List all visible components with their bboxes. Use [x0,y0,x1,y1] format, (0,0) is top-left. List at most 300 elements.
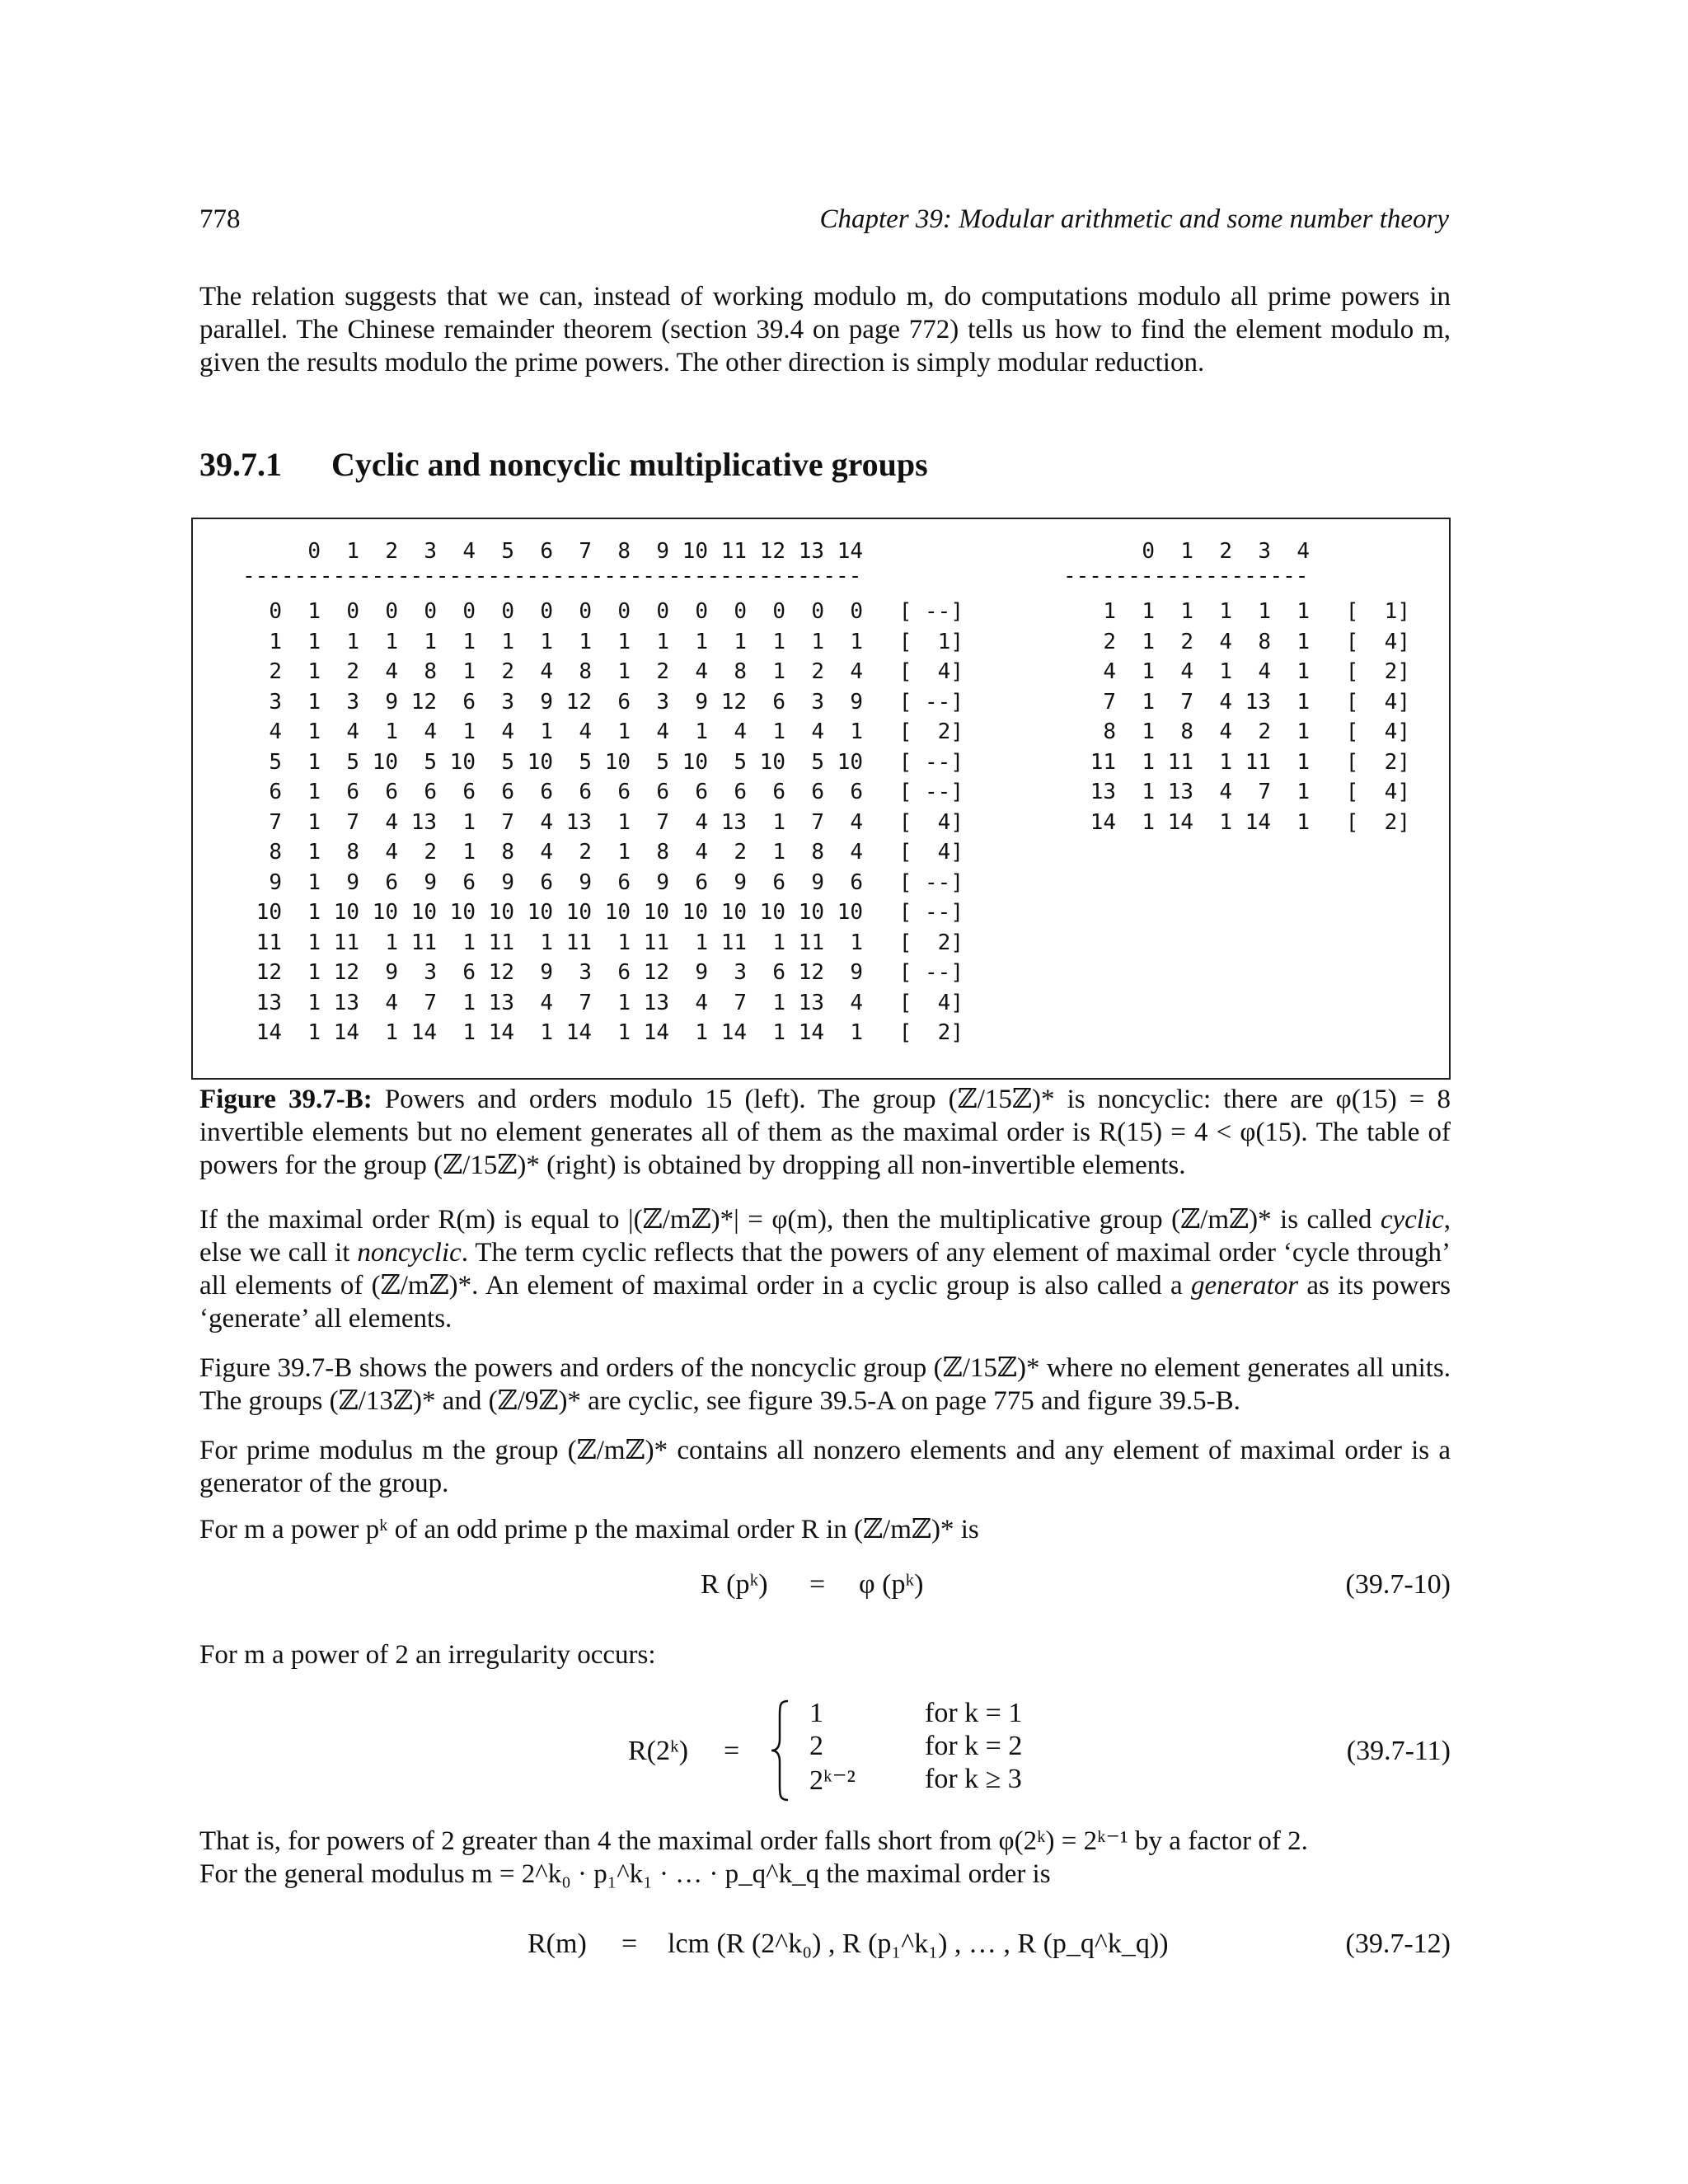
power-cell: 1 [385,1020,398,1046]
power-cell: 0 [734,599,747,625]
eq11-case-value: 2ᵏ⁻² [809,1765,856,1796]
power-cell: 10 [759,749,785,775]
power-cell: 8 [1180,719,1193,745]
power-cell: 10 [449,749,476,775]
order-cell: [ 4] [898,659,964,685]
order-header [1310,539,1410,564]
power-cell: 9 [850,960,863,986]
power-cell: 1 [462,840,476,865]
order-cell: [ 2] [898,930,964,955]
power-cell: 6 [346,780,359,805]
power-cell: 1 [850,719,863,745]
power-cell: 9 [850,689,863,715]
row-element-label: 9 [269,869,282,895]
power-cell: 1 [1142,719,1155,745]
order-cell: [ 4] [1345,629,1410,654]
eq12-number: (39.7-12) [1345,1929,1451,1959]
power-cell: 1 [1142,780,1155,805]
power-cell: 1 [772,1020,785,1046]
order-cell: [ 2] [1345,659,1410,685]
power-cell: 1 [307,659,321,685]
power-cell: 10 [604,749,631,775]
table-row [232,837,964,868]
power-cell: 4 [695,659,708,685]
power-cell: 9 [501,869,514,895]
row-label-header [1050,539,1116,564]
power-cell: 0 [424,599,437,625]
power-cell: 1 [656,629,669,654]
power-cell: 12 [720,689,747,715]
term-generator: generator [1190,1271,1299,1301]
power-cell: 1 [307,809,321,835]
power-cell: 4 [540,990,553,1015]
power-cell: 0 [462,599,476,625]
power-cell: 6 [772,960,785,986]
power-cell: 12 [798,960,824,986]
power-cell: 1 [1296,599,1310,625]
power-cell: 8 [656,840,669,865]
table-row [232,748,964,778]
power-cell: 1 [501,629,514,654]
power-cell: 6 [617,960,631,986]
power-cell: 1 [1219,809,1232,835]
power-cell: 1 [617,659,631,685]
exponent-header: 8 [617,539,631,564]
power-cell: 1 [772,659,785,685]
running-head: Chapter 39: Modular arithmetic and some number theory [819,204,1449,234]
power-cell: 8 [501,840,514,865]
power-cell: 4 [1219,689,1232,715]
power-cell: 10 [565,900,592,926]
eq12-rhs: lcm (R (2^k₀) , R (p₁^k₁) , … , R (p_q^k_q)) [668,1929,1169,1959]
table-row [232,687,964,718]
power-cell: 14 [565,1020,592,1046]
table-row [1050,717,1410,748]
power-cell: 1 [540,629,553,654]
power-cell: 6 [617,689,631,715]
power-cell: 1 [1296,749,1310,775]
power-cell: 0 [656,599,669,625]
order-cell: [ 4] [898,809,964,835]
separator-row [232,564,964,597]
power-cell: 1 [1142,659,1155,685]
power-cell: 1 [307,689,321,715]
term-cyclic: cyclic [1380,1205,1444,1235]
power-cell: 8 [579,659,592,685]
power-cell: 1 [1296,809,1310,835]
row-element-label: 11 [1090,749,1116,775]
power-cell: 0 [811,599,824,625]
power-cell: 1 [1219,599,1232,625]
power-cell: 2 [501,659,514,685]
power-cell: 10 [643,900,669,926]
power-cell: 9 [540,960,553,986]
power-cell: 4 [385,659,398,685]
power-cell: 2 [656,659,669,685]
section-title: Cyclic and noncyclic multiplicative groups [331,446,928,483]
power-cell: 4 [1180,659,1193,685]
power-cell: 1 [346,629,359,654]
power-cell: 0 [579,599,592,625]
power-cell: 6 [656,780,669,805]
text-run: , else we call it [199,1205,1451,1268]
power-cell: 14 [798,1020,824,1046]
row-element-label: 2 [1103,629,1116,654]
power-cell: 11 [643,930,669,955]
power-cell: 7 [346,809,359,835]
power-cell: 1 [307,960,321,986]
power-cell: 1 [462,629,476,654]
power-cell: 1 [307,1020,321,1046]
exponent-header: 10 [682,539,708,564]
power-cell: 4 [850,990,863,1015]
power-cell: 14 [643,1020,669,1046]
power-cell: 7 [1180,689,1193,715]
power-cell: 2 [1258,719,1271,745]
power-cell: 6 [617,869,631,895]
paragraph-cyclic [199,1203,1451,1335]
order-cell: [ --] [898,780,964,805]
power-cell: 1 [307,869,321,895]
section-heading [199,445,928,484]
power-cell: 1 [385,629,398,654]
power-cell: 10 [837,749,863,775]
power-cell: 6 [850,780,863,805]
power-cell: 1 [540,1020,553,1046]
power-cell: 10 [759,900,785,926]
power-cell: 10 [372,900,398,926]
table-row [232,1018,964,1048]
table-row [1050,687,1410,718]
power-cell: 13 [565,809,592,835]
eq10-rhs: φ (pᵏ) [859,1569,924,1600]
power-cell: 4 [1258,659,1271,685]
power-cell: 6 [462,960,476,986]
order-cell: [ 4] [1345,719,1410,745]
power-cell: 6 [695,780,708,805]
power-cell: 1 [462,809,476,835]
power-cell: 3 [656,689,669,715]
power-cell: 0 [501,599,514,625]
power-cell: 1 [462,930,476,955]
power-cell: 1 [617,840,631,865]
left-brace-icon [768,1699,793,1802]
order-cell: [ 2] [1345,749,1410,775]
order-cell: [ 2] [898,1020,964,1046]
power-cell: 3 [501,689,514,715]
power-cell: 1 [772,990,785,1015]
power-cell: 1 [1296,659,1310,685]
exponent-header: 14 [837,539,863,564]
power-cell: 6 [462,780,476,805]
power-cell: 13 [488,990,514,1015]
exponent-header: 2 [385,539,398,564]
order-cell: [ 1] [898,629,964,654]
power-cell: 10 [488,900,514,926]
row-label-header [232,539,282,564]
power-cell: 9 [695,689,708,715]
power-cell: 2 [346,659,359,685]
power-cell: 4 [656,719,669,745]
exponent-header: 12 [759,539,785,564]
eq12-rel: = [621,1929,638,1959]
power-cell: 13 [720,809,747,835]
power-cell: 6 [462,869,476,895]
row-element-label: 4 [269,719,282,745]
power-cell: 3 [346,689,359,715]
power-cell: 1 [695,629,708,654]
header-row [1050,539,1410,564]
power-cell: 4 [1219,780,1232,805]
power-cell: 3 [579,960,592,986]
paragraph-prime: For prime modulus m the group (ℤ/mℤ)* contains all nonzero elements and any element of maximal order is a generator of the group. [199,1436,1451,1498]
row-element-label: 1 [269,629,282,654]
power-cell: 7 [656,809,669,835]
figure-caption-label: Figure 39.7-B: [199,1085,373,1114]
paragraph-odd-prime: For m a power pᵏ of an odd prime p the maximal order R in (ℤ/mℤ)* is [199,1515,979,1544]
table-row [232,988,964,1019]
order-cell: [ 2] [1345,809,1410,835]
power-cell: 4 [424,719,437,745]
power-cell: 6 [385,869,398,895]
power-cell: 11 [333,930,359,955]
power-cell: 1 [1142,689,1155,715]
row-element-label: 10 [256,900,282,926]
exponent-header: 2 [1219,539,1232,564]
power-cell: 1 [1296,689,1310,715]
table-row [232,808,964,838]
figure-box [191,518,1451,1080]
power-cell: 11 [565,930,592,955]
power-cell: 6 [540,780,553,805]
power-cell: 1 [307,990,321,1015]
power-cell: 1 [1142,599,1155,625]
row-element-label: 11 [256,930,282,955]
power-cell: 6 [772,780,785,805]
row-element-label: 5 [269,749,282,775]
row-element-label: 7 [1103,689,1116,715]
power-cell: 8 [1258,629,1271,654]
table-row [232,717,964,748]
power-cell: 9 [346,869,359,895]
order-cell: [ --] [898,749,964,775]
power-cell: 13 [1245,689,1271,715]
power-cell: 2 [579,840,592,865]
power-cell: 6 [424,780,437,805]
table-row [1050,627,1410,658]
exponent-header: 13 [798,539,824,564]
power-cell: 13 [643,990,669,1015]
power-cell: 14 [410,1020,437,1046]
power-cell: 6 [501,780,514,805]
power-cell: 3 [734,960,747,986]
power-cell: 5 [501,749,514,775]
power-cell: 11 [1167,749,1193,775]
power-cell: 10 [333,900,359,926]
power-cell: 4 [850,809,863,835]
power-cell: 1 [424,629,437,654]
power-cell: 1 [307,629,321,654]
power-cell: 10 [449,900,476,926]
row-element-label: 6 [269,780,282,805]
power-cell: 1 [695,719,708,745]
exponent-header: 0 [307,539,321,564]
power-cell: 12 [643,960,669,986]
power-cell: 1 [1219,659,1232,685]
power-cell: 3 [811,689,824,715]
power-cell: 3 [424,960,437,986]
power-cell: 7 [734,990,747,1015]
power-cell: 1 [772,629,785,654]
exponent-header: 6 [540,539,553,564]
power-cell: 10 [798,900,824,926]
exponent-header: 5 [501,539,514,564]
power-cell: 5 [424,749,437,775]
power-cell: 0 [385,599,398,625]
order-cell: [ --] [898,689,964,715]
power-cell: 14 [1167,809,1193,835]
power-cell: 1 [307,930,321,955]
power-cell: 1 [462,659,476,685]
power-cell: 1 [385,719,398,745]
power-cell: 6 [734,780,747,805]
order-cell: [ 2] [898,719,964,745]
power-cell: 1 [1219,749,1232,775]
order-cell: [ 4] [1345,689,1410,715]
power-cell: 4 [811,719,824,745]
power-cell: 5 [346,749,359,775]
power-cell: 1 [1296,780,1310,805]
table-row [1050,657,1410,687]
power-cell: 10 [527,749,553,775]
power-cell: 2 [424,840,437,865]
exponent-header: 4 [1296,539,1310,564]
text-run: . The term cyclic reflects that the powers of any element of maximal order ‘cycle through’ all elements of (ℤ/mℤ)*. An element of maximal order in a cyclic group is also called a [199,1238,1451,1301]
power-cell: 5 [811,749,824,775]
power-cell: 6 [772,689,785,715]
power-cell: 1 [617,930,631,955]
text-run: as its powers ‘generate’ all elements. [199,1271,1451,1333]
row-element-label: 7 [269,809,282,835]
power-cell: 1 [617,990,631,1015]
power-cell: 1 [307,840,321,865]
separator-row [1050,564,1410,597]
power-cell: 1 [850,629,863,654]
header-row [232,539,964,564]
power-cell: 1 [1142,749,1155,775]
power-cell: 6 [385,780,398,805]
power-cell: 8 [734,659,747,685]
powers-grid [1050,539,1410,837]
table-row [232,898,964,928]
power-cell: 14 [1245,809,1271,835]
power-cell: 9 [656,869,669,895]
power-cell: 4 [540,809,553,835]
eq11-lhs: R(2ᵏ) [628,1736,689,1766]
power-cell: 1 [617,809,631,835]
power-cell: 4 [385,990,398,1015]
power-cell: 6 [540,869,553,895]
power-cell: 1 [1142,629,1155,654]
order-cell: [ 4] [898,840,964,865]
eq11-case-value: 1 [809,1698,823,1728]
power-cell: 1 [462,1020,476,1046]
power-cell: 0 [695,599,708,625]
table-row [1050,808,1410,838]
eq10-number: (39.7-10) [1345,1569,1451,1600]
power-cell: 10 [527,900,553,926]
intro-paragraph: The relation suggests that we can, instead of working modulo m, do computations modulo all prime powers in parallel. The Chinese remainder theorem (section 39.4 on page 772) tells us how to find the element modulo m, given the results modulo the prime powers. The other direction is simply modular reduction. [199,282,1451,377]
power-cell: 5 [579,749,592,775]
power-cell: 7 [424,990,437,1015]
table-row [232,597,964,627]
text-run: If the maximal order R(m) is equal to |(ℤ/mℤ)*| = φ(m), then the multiplicative group (ℤ/mℤ)* is called [199,1205,1381,1235]
row-element-label: 3 [269,689,282,715]
power-cell: 6 [579,780,592,805]
order-cell: [ 1] [1345,599,1410,625]
power-cell: 1 [772,809,785,835]
power-cell: 1 [1296,629,1310,654]
power-cell: 1 [772,930,785,955]
power-cell: 1 [850,1020,863,1046]
power-cell: 12 [333,960,359,986]
power-cell: 1 [772,719,785,745]
power-cell: 9 [424,869,437,895]
row-element-label: 1 [1103,599,1116,625]
power-cell: 1 [579,629,592,654]
power-cell: 11 [1245,749,1271,775]
power-cell: 1 [811,629,824,654]
power-cell: 10 [837,900,863,926]
power-cell: 4 [1219,719,1232,745]
eq11-case-condition: for k ≥ 3 [925,1764,1022,1794]
table-row [232,627,964,658]
dash-separator: ------------------------------------------------ [242,564,862,588]
power-cell: 1 [695,930,708,955]
paragraph-power-of-2: For m a power of 2 an irregularity occurs: [199,1640,656,1670]
power-cell: 12 [410,689,437,715]
term-noncyclic: noncyclic [357,1238,462,1268]
row-element-label: 8 [269,840,282,865]
power-cell: 12 [488,960,514,986]
eq11-case-condition: for k = 1 [925,1698,1023,1728]
row-element-label: 12 [256,960,282,986]
exponent-header: 1 [1180,539,1193,564]
power-cell: 1 [1258,599,1271,625]
dash-separator: ------------------- [1063,564,1309,588]
row-element-label: 14 [1090,809,1116,835]
power-cell: 9 [385,689,398,715]
order-cell: [ --] [898,599,964,625]
paragraph-figure-ref: Figure 39.7-B shows the powers and orders of the noncyclic group (ℤ/15ℤ)* where no element generates all units. The groups (ℤ/13ℤ)* and (ℤ/9ℤ)* are cyclic, see figure 39.5-A on page 775 and figure 39.5-B. [199,1353,1451,1416]
power-cell: 0 [540,599,553,625]
equation-39-7-11 [199,1698,1451,1805]
power-cell: 4 [1219,629,1232,654]
power-cell: 10 [604,900,631,926]
power-cell: 14 [333,1020,359,1046]
power-cell: 1 [617,719,631,745]
eq10-lhs: R (pᵏ) [701,1569,768,1600]
eq11-case-condition: for k = 2 [925,1731,1023,1761]
right-powers-table [1050,539,1410,837]
power-cell: 9 [695,960,708,986]
table-row [232,777,964,808]
power-cell: 13 [410,809,437,835]
eq11-case-value: 2 [809,1731,823,1761]
blank-cell [863,564,964,597]
power-cell: 9 [385,960,398,986]
power-cell: 0 [617,599,631,625]
